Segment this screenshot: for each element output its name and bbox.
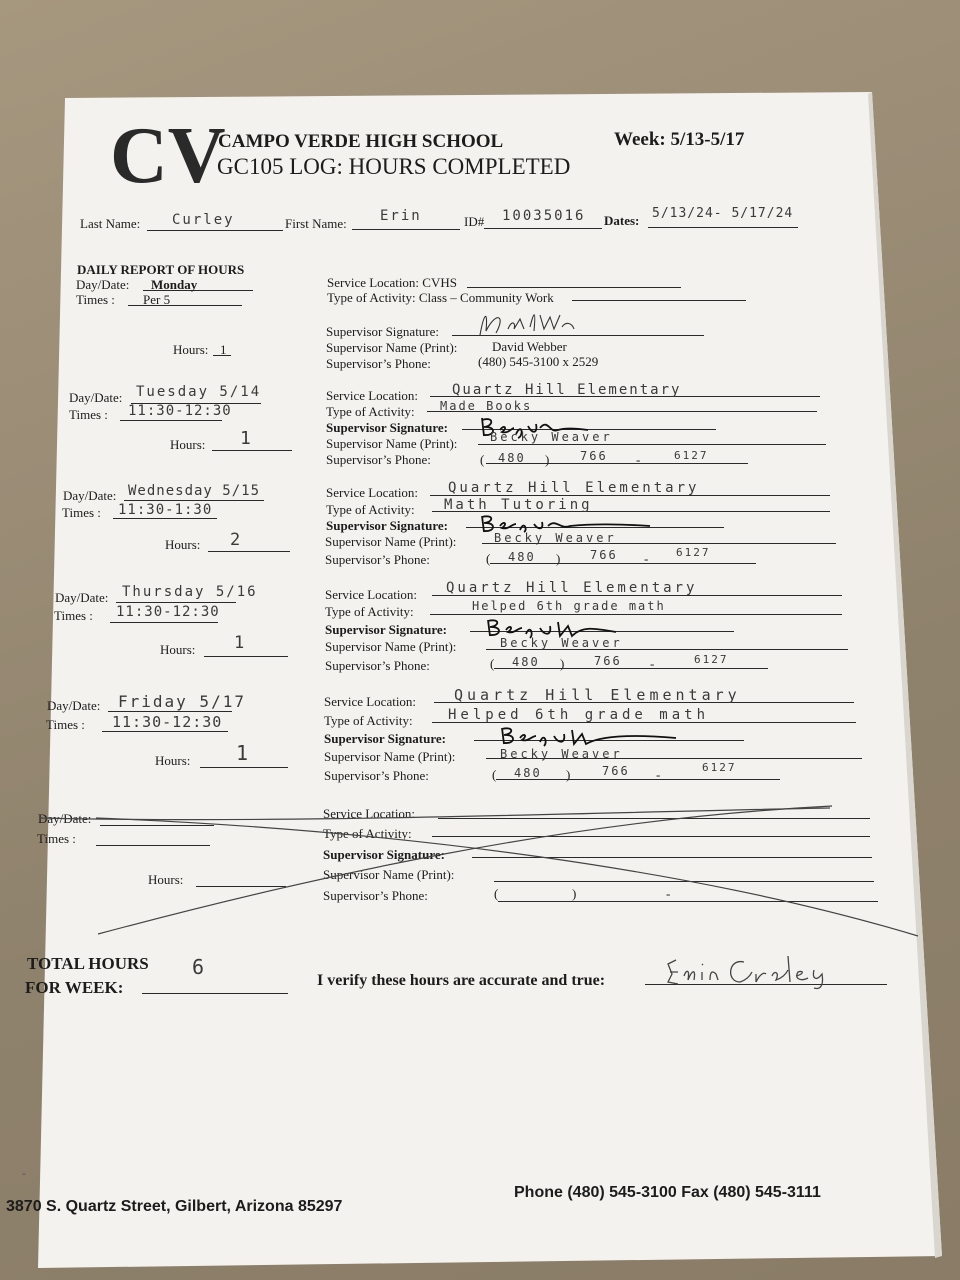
- service-location-field[interactable]: Quartz Hill Elementary: [452, 382, 682, 398]
- supervisor-name-field[interactable]: Becky Weaver: [500, 747, 623, 761]
- supervisor-phone-label: Supervisor’s Phone:: [325, 552, 430, 567]
- phone-dash: -: [666, 886, 671, 901]
- day-date-field[interactable]: Thursday 5/16: [122, 584, 258, 600]
- supervisor-signature-label: Supervisor Signature:: [326, 324, 440, 339]
- supervisor-phone-label: Supervisor’s Phone:: [324, 768, 429, 783]
- hours-field[interactable]: 1: [220, 342, 227, 357]
- type-of-activity-label: Type of Activity:: [326, 502, 415, 517]
- phone-prefix-field[interactable]: 766: [594, 654, 622, 668]
- service-location-label: Service Location:: [323, 806, 416, 821]
- service-location-label: Service Location:: [326, 388, 419, 403]
- phone-area-field[interactable]: 480: [512, 655, 540, 669]
- service-location-label: Service Location:: [326, 485, 419, 500]
- type-of-activity-label: Type of Activity:: [326, 404, 415, 419]
- supervisor-phone-label: Supervisor’s Phone:: [323, 888, 428, 903]
- service-location-field[interactable]: Quartz Hill Elementary: [454, 686, 741, 704]
- verify-statement: I verify these hours are accurate and true:: [317, 972, 606, 989]
- phone-line-field[interactable]: 6127: [702, 761, 737, 774]
- hours-field[interactable]: 1: [234, 633, 247, 653]
- times-label: Times :: [54, 608, 93, 623]
- service-location-field[interactable]: Service Location: CVHS: [327, 275, 457, 290]
- service-location-label: Service Location:: [324, 694, 417, 709]
- last-name-label: Last Name:: [80, 216, 141, 231]
- type-of-activity-label: Type of Activity:: [325, 604, 414, 619]
- supervisor-signature-label: Supervisor Signature:: [326, 420, 448, 435]
- supervisor-phone-label: Supervisor’s Phone:: [326, 452, 431, 467]
- hours-label: Hours:: [173, 342, 209, 357]
- type-of-activity-label: Type of Activity:: [324, 713, 413, 728]
- activity-field[interactable]: Math Tutoring: [444, 497, 593, 513]
- phone-line-field[interactable]: 6127: [676, 546, 711, 559]
- hours-label: Hours:: [165, 537, 201, 552]
- supervisor-signature-label: Supervisor Signature:: [324, 731, 446, 746]
- dates-field[interactable]: 5/13/24- 5/17/24: [652, 206, 794, 221]
- week-label: Week: 5/13-5/17: [614, 129, 745, 150]
- times-label: Times :: [76, 292, 115, 307]
- activity-field[interactable]: Helped 6th grade math: [472, 599, 666, 613]
- phone-close-paren: ): [560, 656, 565, 671]
- footer-contact: Phone (480) 545-3100 Fax (480) 545-3111: [514, 1184, 821, 1201]
- day-date-label: Day/Date:: [63, 488, 117, 503]
- times-label: Times :: [69, 407, 108, 422]
- phone-open-paren: (: [486, 551, 491, 566]
- for-week-label: FOR WEEK:: [25, 978, 124, 997]
- service-location-field[interactable]: Quartz Hill Elementary: [446, 580, 698, 596]
- supervisor-name-label: Supervisor Name (Print):: [324, 749, 456, 764]
- day-date-field[interactable]: Tuesday 5/14: [136, 384, 262, 400]
- day-date-field[interactable]: Wednesday 5/15: [128, 483, 261, 499]
- phone-close-paren: ): [556, 551, 561, 566]
- phone-area-field[interactable]: 480: [498, 451, 526, 465]
- hours-label: Hours:: [170, 437, 206, 452]
- page-mark: -: [22, 1166, 26, 1180]
- supervisor-name-label: Supervisor Name (Print):: [325, 534, 457, 549]
- supervisor-name-field[interactable]: Becky Weaver: [494, 531, 617, 545]
- supervisor-name-label: Supervisor Name (Print):: [325, 639, 457, 654]
- student-signature[interactable]: [664, 950, 854, 990]
- activity-field[interactable]: Helped 6th grade math: [448, 707, 710, 723]
- day-date-label: Day/Date:: [47, 698, 101, 713]
- phone-prefix-field[interactable]: 766: [580, 449, 608, 463]
- total-hours-label: TOTAL HOURS: [27, 954, 149, 973]
- id-field[interactable]: 10035016: [502, 208, 586, 224]
- times-label: Times :: [62, 505, 101, 520]
- school-name: CAMPO VERDE HIGH SCHOOL: [218, 131, 504, 152]
- phone-area-field[interactable]: 480: [508, 550, 536, 564]
- phone-close-paren: ): [572, 886, 577, 901]
- phone-open-paren: (: [490, 656, 495, 671]
- supervisor-name-field[interactable]: David Webber: [492, 339, 567, 354]
- total-hours-field[interactable]: 6: [192, 955, 207, 979]
- logo-text: CV: [110, 112, 226, 200]
- activity-field[interactable]: Type of Activity: Class – Community Work: [327, 290, 554, 305]
- times-field[interactable]: Per 5: [143, 292, 171, 307]
- id-label: ID#: [464, 214, 485, 229]
- phone-close-paren: ): [566, 767, 571, 782]
- supervisor-signature-label: Supervisor Signature:: [326, 518, 448, 533]
- phone-line-field[interactable]: 6127: [694, 653, 729, 666]
- phone-dash: -: [656, 767, 661, 782]
- times-field[interactable]: 11:30-1:30: [118, 502, 213, 518]
- phone-line-field[interactable]: 6127: [674, 449, 709, 462]
- day-date-label: Day/Date:: [69, 390, 123, 405]
- times-field[interactable]: 11:30-12:30: [116, 604, 220, 620]
- service-location-field[interactable]: Quartz Hill Elementary: [448, 480, 700, 496]
- phone-prefix-field[interactable]: 766: [590, 548, 618, 562]
- hours-field[interactable]: 2: [230, 530, 243, 550]
- footer-address: 3870 S. Quartz Street, Gilbert, Arizona 85297: [6, 1198, 343, 1215]
- hours-label: Hours:: [155, 753, 191, 768]
- day-date-field[interactable]: Friday 5/17: [118, 692, 246, 711]
- hours-label: Hours:: [148, 872, 184, 887]
- service-location-label: Service Location:: [325, 587, 418, 602]
- last-name-field[interactable]: Curley: [172, 212, 235, 228]
- times-field[interactable]: 11:30-12:30: [112, 713, 223, 731]
- hours-field[interactable]: 1: [236, 741, 251, 765]
- supervisor-phone-label: Supervisor’s Phone:: [326, 356, 431, 371]
- log-title: GC105 LOG: HOURS COMPLETED: [217, 154, 571, 179]
- day-date-label: Day/Date:: [55, 590, 109, 605]
- phone-open-paren: (: [480, 452, 485, 467]
- hours-label: Hours:: [160, 642, 196, 657]
- phone-open-paren: (: [492, 767, 497, 782]
- supervisor-name-field[interactable]: Becky Weaver: [500, 636, 623, 650]
- first-name-label: First Name:: [285, 216, 347, 231]
- phone-open-paren: (: [494, 886, 499, 901]
- hours-field[interactable]: 1: [240, 428, 253, 449]
- supervisor-phone-label: Supervisor’s Phone:: [325, 658, 430, 673]
- first-name-field[interactable]: Erin: [380, 208, 422, 224]
- times-label: Times :: [46, 717, 85, 732]
- phone-area-field[interactable]: 480: [514, 766, 542, 780]
- phone-close-paren: ): [545, 452, 550, 467]
- supervisor-name-label: Supervisor Name (Print):: [326, 436, 458, 451]
- day-date-label: Day/Date:: [38, 811, 92, 826]
- phone-prefix-field[interactable]: 766: [602, 764, 630, 778]
- daily-report-heading: DAILY REPORT OF HOURS: [77, 262, 245, 277]
- phone-dash: -: [636, 452, 641, 467]
- supervisor-signature-label: Supervisor Signature:: [323, 847, 445, 862]
- supervisor-phone-field[interactable]: (480) 545-3100 x 2529: [478, 354, 599, 369]
- supervisor-signature-label: Supervisor Signature:: [325, 622, 447, 637]
- day-date-field[interactable]: Monday: [151, 277, 198, 292]
- times-field[interactable]: 11:30-12:30: [128, 403, 232, 419]
- supervisor-name-field[interactable]: Becky Weaver: [490, 430, 613, 444]
- phone-dash: -: [644, 551, 649, 566]
- type-of-activity-label: Type of Activity:: [323, 826, 412, 841]
- supervisor-name-label: Supervisor Name (Print):: [326, 340, 458, 355]
- dates-label: Dates:: [604, 213, 640, 228]
- supervisor-name-label: Supervisor Name (Print):: [323, 867, 455, 882]
- activity-field[interactable]: Made Books: [440, 399, 533, 413]
- day-date-label: Day/Date:: [76, 277, 130, 292]
- phone-dash: -: [650, 656, 655, 671]
- times-label: Times :: [37, 831, 76, 846]
